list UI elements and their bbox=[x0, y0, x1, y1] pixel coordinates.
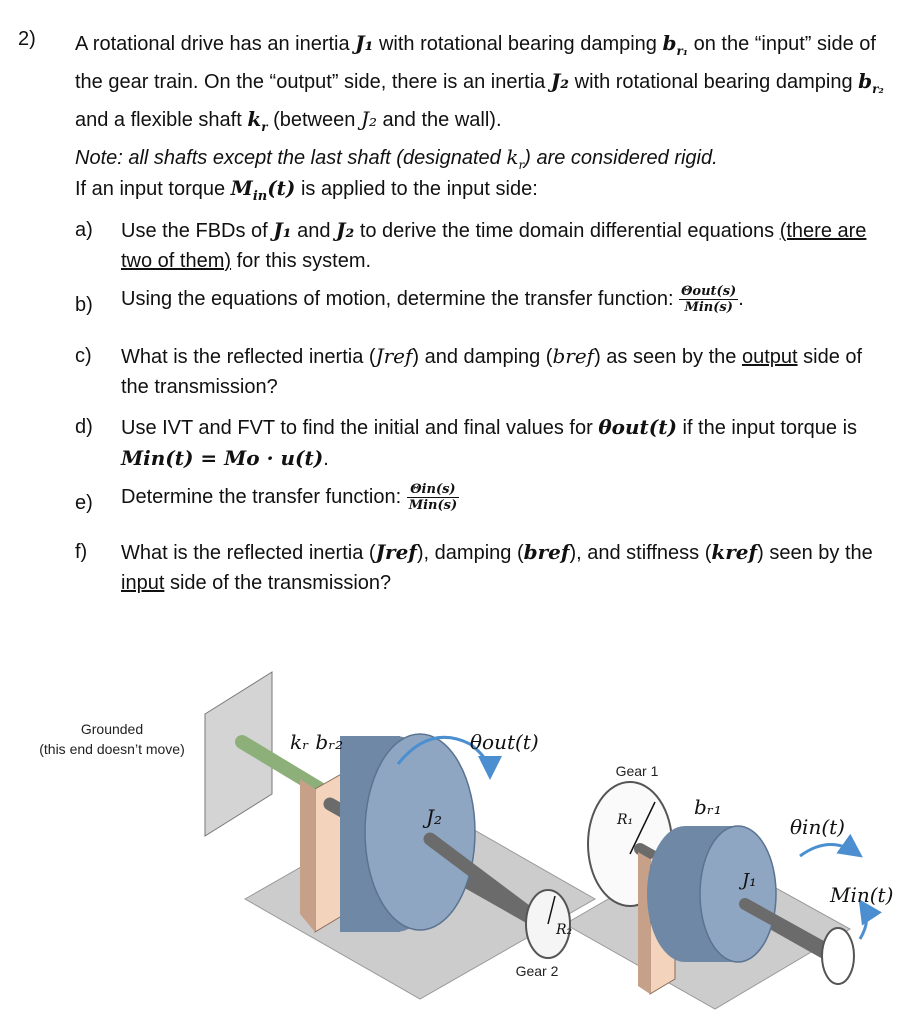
Min-label: Min(t) bbox=[830, 883, 894, 907]
question-lead: If an input torque $M_{in}(t)$ is applied to the input side: bbox=[75, 176, 538, 204]
question-b: b) Using the equations of motion, determine the transfer function: $\frac{\text{Θout(s)}}{\text{Min(s)}}$ . bbox=[75, 284, 744, 316]
transfer-function-out: $\frac{\text{Θout(s)}}{\text{Min(s)}}$ bbox=[681, 284, 737, 316]
J1-label: J₁ bbox=[742, 870, 757, 891]
gear-1-label: Gear 1 bbox=[615, 763, 659, 779]
question-a: a) Use the FBDs of J₁ and J₂ to derive the time domain differential equations (there are two of them) for this system. bbox=[75, 218, 867, 272]
problem-number: 2) bbox=[18, 28, 36, 50]
problem-intro: A rotational drive has an inertia J₁ with rotational bearing damping $b_{r_1}$ on the “input” side of the gear train. On the “output” side, there is an inertia J₂ with rotational bearing damping $b_{r_2}$ and a flexible shaft $k_r$ (between J₂ and the wall). Note: all shafts except the last shaft (designated $k_r$) are considered rigid. bbox=[75, 31, 884, 172]
note: Note: all shafts except the last shaft (designated $k_r$) are considered rigid. bbox=[75, 145, 718, 172]
J2-label: J₂ bbox=[426, 805, 443, 829]
br1-label: bᵣ₁ bbox=[694, 795, 722, 819]
bearing-1-side bbox=[638, 852, 650, 994]
input-disk bbox=[822, 928, 854, 984]
kr-br2-label: kᵣ bᵣ₂ bbox=[290, 730, 344, 754]
R1-label: R₁ bbox=[617, 812, 634, 828]
question-c: c) What is the reflected inertia (Jref) and damping (bref) as seen by the output side of the transmission? bbox=[75, 344, 863, 398]
inertia-J1-face bbox=[700, 826, 776, 962]
question-f: f) What is the reflected inertia (Jref), damping (bref), and stiffness (kref) seen by the input side of the transmission? bbox=[75, 540, 873, 594]
theta-in-label: θin(t) bbox=[790, 815, 845, 839]
inertia-J2-face bbox=[365, 734, 475, 930]
theta-in-arrow bbox=[800, 844, 858, 856]
torque-arrow bbox=[860, 904, 867, 939]
question-e: e) Determine the transfer function: $\frac{\text{Θin(s)}}{\text{Min(s)}}$ bbox=[75, 482, 458, 514]
R2-label: R₂ bbox=[556, 922, 573, 938]
gear-2-label: Gear 2 bbox=[515, 963, 559, 979]
grounded-label: Grounded bbox=[80, 721, 144, 737]
gear-train-diagram bbox=[0, 624, 920, 1024]
theta-out-label: θout(t) bbox=[470, 730, 539, 754]
transfer-function-in: $\frac{\text{Θin(s)}}{\text{Min(s)}}$ bbox=[408, 482, 458, 514]
grounded-sublabel: (this end doesn’t move) bbox=[39, 741, 185, 757]
bearing-2-side bbox=[300, 779, 315, 932]
question-d: d) Use IVT and FVT to find the initial and final values for θout(t) if the input torque is Min(t) = Mo · u(t). bbox=[75, 415, 858, 470]
